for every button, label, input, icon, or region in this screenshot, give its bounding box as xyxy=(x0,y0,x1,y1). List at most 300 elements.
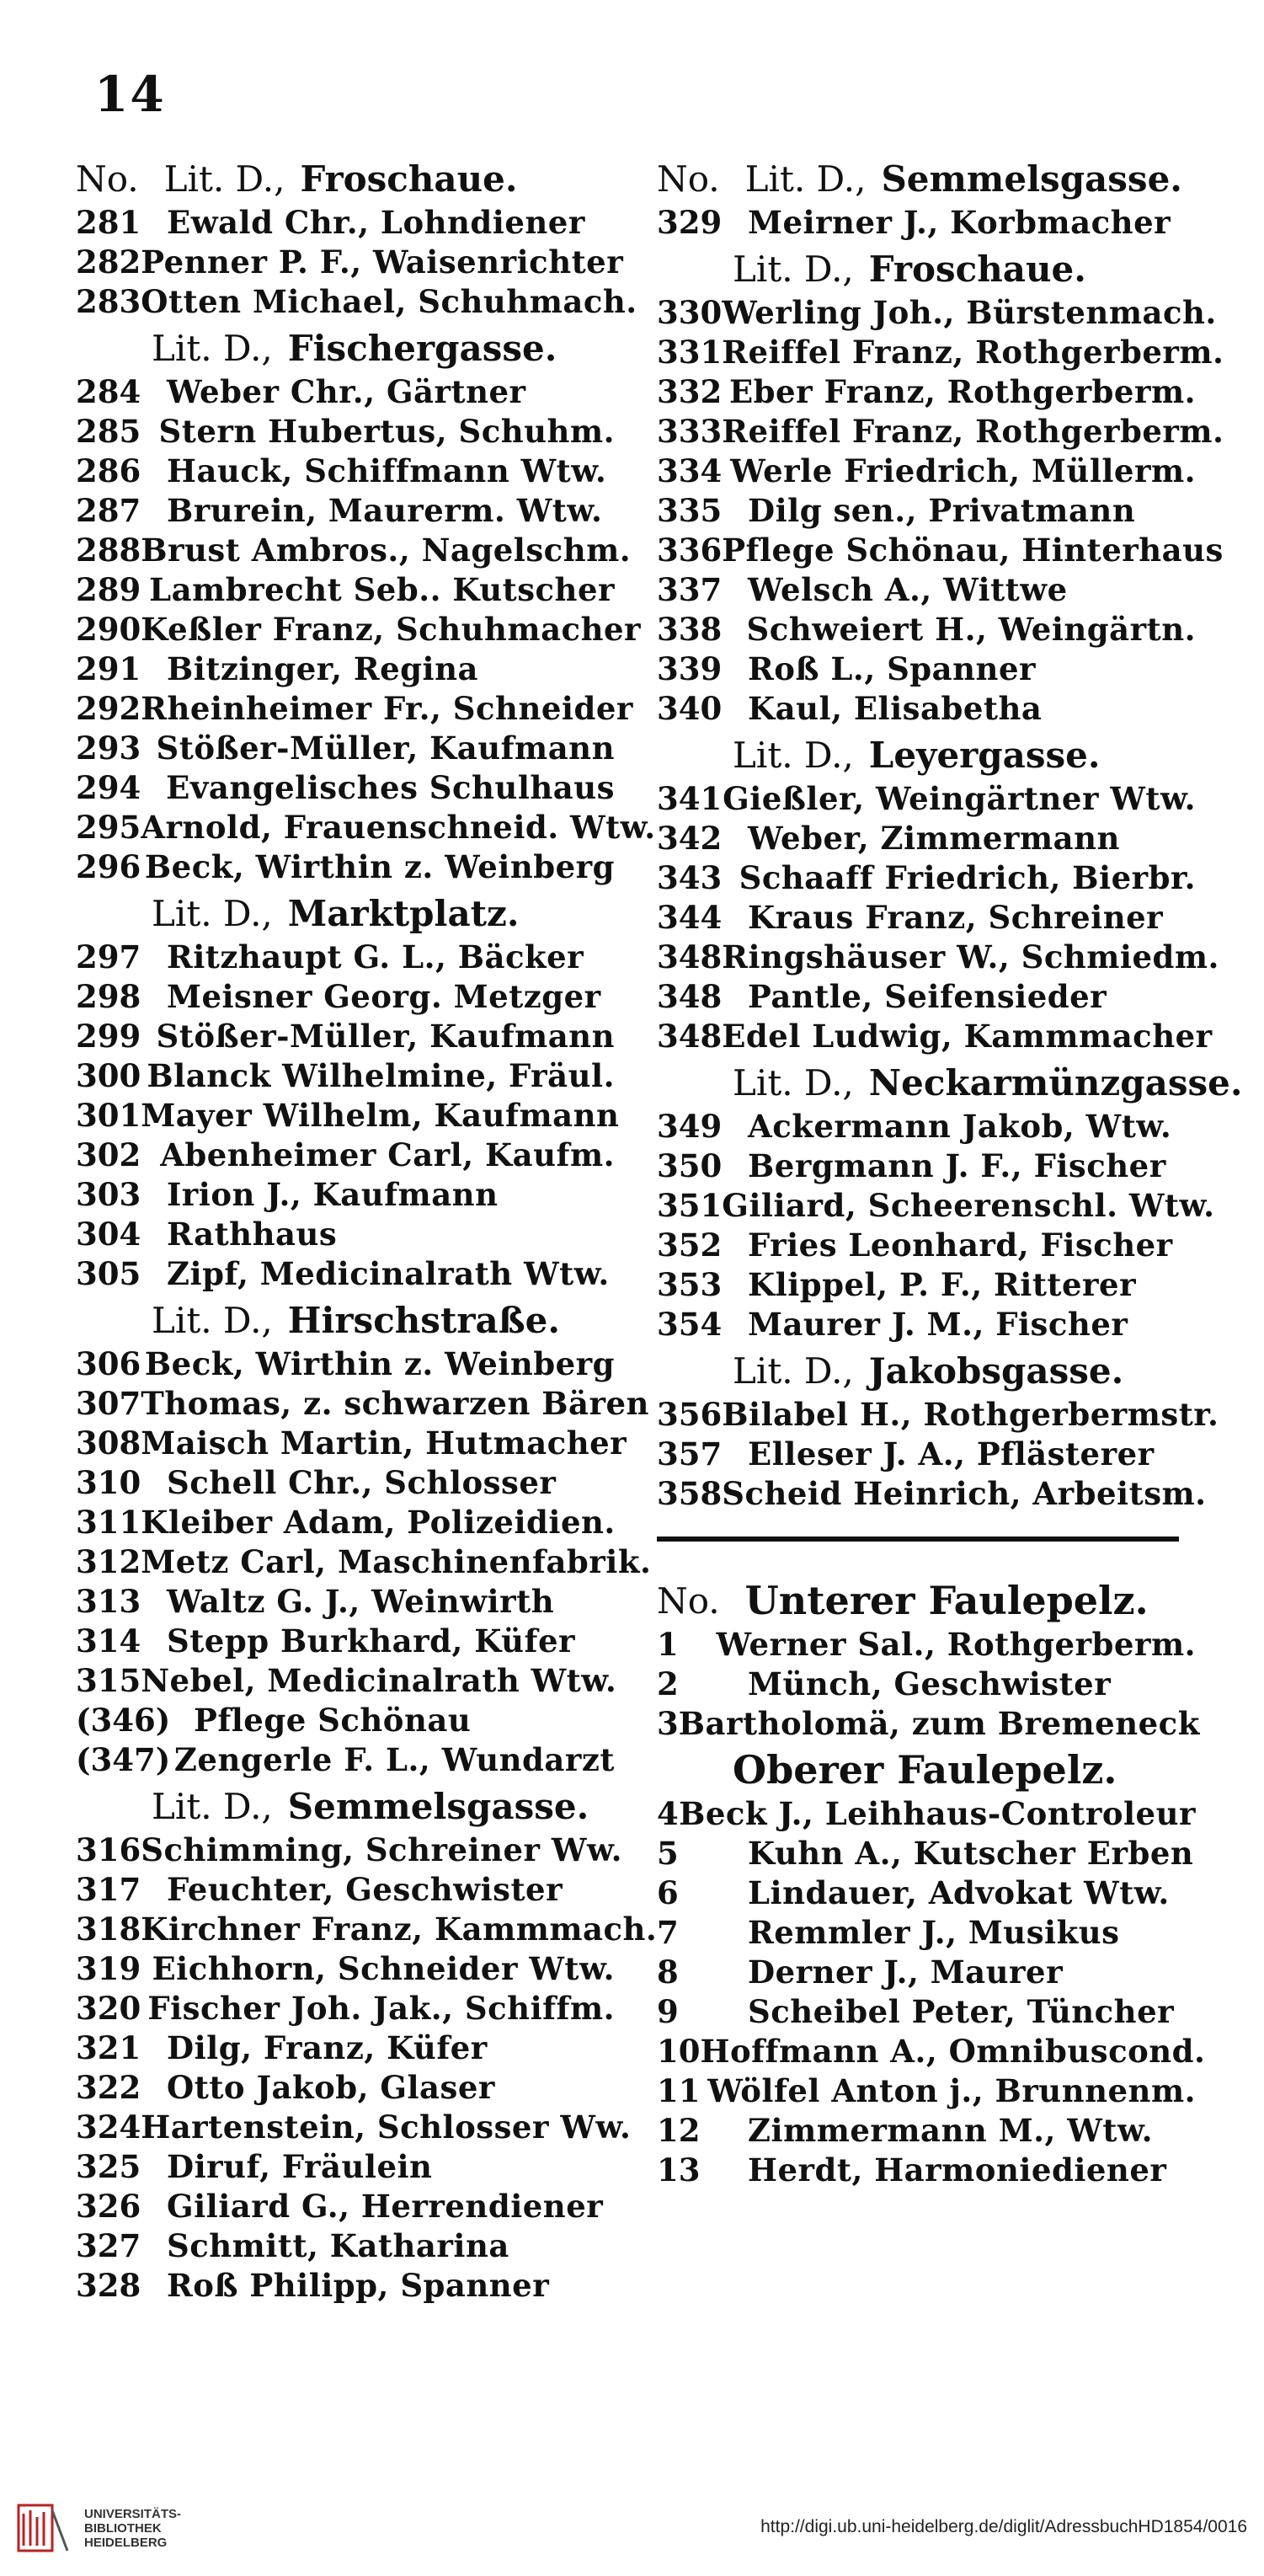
resident-entry: Gießler, Weingärtner Wtw. xyxy=(723,780,1196,817)
house-number: 319 xyxy=(76,1950,141,1987)
resident-entry: Rathhaus xyxy=(167,1216,338,1253)
house-number: 287 xyxy=(76,492,141,529)
list-item xyxy=(76,1504,615,1543)
district-letter: Lit. D., xyxy=(733,1349,854,1392)
list-item xyxy=(76,532,632,571)
house-number: 286 xyxy=(76,452,141,489)
house-number: 357 xyxy=(657,1435,723,1472)
resident-entry: Klippel, P. F., Ritterer xyxy=(748,1266,1137,1303)
list-item xyxy=(76,452,615,492)
page-number: 14 xyxy=(94,66,166,123)
resident-entry: Fries Leonhard, Fischer xyxy=(748,1227,1173,1264)
resident-entry: Maisch Martin, Hutmacher xyxy=(141,1424,627,1462)
list-item xyxy=(76,1176,615,1216)
list-item xyxy=(657,1266,1196,1306)
resident-entry: Keßler Franz, Schuhmacher xyxy=(141,611,642,648)
resident-entry: Kraus Franz, Schreiner xyxy=(748,899,1164,936)
list-item xyxy=(657,452,1196,492)
list-item xyxy=(657,899,1196,938)
resident-entry: Bilabel H., Rothgerbermstr. xyxy=(722,1396,1219,1433)
list-item xyxy=(657,820,1196,859)
list-item xyxy=(76,1950,615,1990)
list-item xyxy=(76,283,637,323)
resident-entry: Otto Jakob, Glaser xyxy=(167,2069,495,2106)
list-item xyxy=(657,1306,1196,1345)
resident-entry: Schaaff Friedrich, Bierbr. xyxy=(739,859,1196,896)
resident-entry: Schmitt, Katharina xyxy=(167,2227,509,2264)
resident-entry: Stößer-Müller, Kaufmann xyxy=(156,1018,615,1055)
list-item xyxy=(76,1911,658,1950)
resident-entry: Hartenstein, Schlosser Ww. xyxy=(141,2108,632,2146)
house-number: 5 xyxy=(657,1835,679,1872)
house-number: 348 xyxy=(657,978,723,1015)
list-item xyxy=(657,2033,1206,2072)
resident-entry: Waltz G. J., Weinwirth xyxy=(167,1583,555,1620)
list-item xyxy=(657,2072,1196,2112)
resident-entry: Evangelisches Schulhaus xyxy=(166,769,615,806)
house-number: 285 xyxy=(76,413,141,450)
street-name: Marktplatz. xyxy=(287,892,520,934)
house-number: 338 xyxy=(657,611,723,648)
house-number: 349 xyxy=(657,1108,723,1145)
house-number: 3 xyxy=(657,1705,679,1742)
list-item xyxy=(657,373,1196,413)
street-heading xyxy=(657,1057,1243,1108)
list-item xyxy=(657,859,1196,899)
resident-entry: Reiffel Franz, Rothgerberm. xyxy=(722,334,1224,371)
list-item xyxy=(76,848,615,888)
library-name xyxy=(84,2507,181,2550)
house-number: 310 xyxy=(76,1464,141,1501)
street-heading xyxy=(76,1295,615,1345)
list-item xyxy=(657,1705,1200,1745)
house-number: 321 xyxy=(76,2029,141,2066)
house-number: 353 xyxy=(657,1266,723,1303)
resident-entry: Roß L., Spanner xyxy=(748,650,1036,687)
list-item xyxy=(76,2227,615,2267)
resident-entry: Thomas, z. schwarzen Bären xyxy=(141,1385,649,1422)
list-item xyxy=(76,492,615,532)
list-item xyxy=(76,1583,615,1622)
list-item xyxy=(76,1831,622,1871)
resident-entry: Münch, Geschwister xyxy=(748,1665,1112,1702)
resident-entry: Beck J., Leihhaus-Controleur xyxy=(679,1795,1196,1832)
list-item xyxy=(76,2188,615,2227)
list-item xyxy=(657,650,1196,690)
house-number: 330 xyxy=(657,294,723,331)
house-number: 294 xyxy=(76,769,141,806)
resident-entry: Edel Ludwig, Kammmacher xyxy=(722,1018,1213,1055)
resident-entry: Beck, Wirthin z. Weinberg xyxy=(144,848,615,885)
street-name: Froschaue. xyxy=(868,248,1086,290)
resident-entry: Kleiber Adam, Polizeidien. xyxy=(141,1504,616,1541)
resident-entry: Hoffmann A., Omnibuscond. xyxy=(700,2033,1206,2070)
list-item xyxy=(76,809,656,848)
list-item xyxy=(76,938,615,978)
list-item xyxy=(76,1216,615,1255)
resident-entry: Werling Joh., Bürstenmach. xyxy=(722,294,1217,331)
street-name: Oberer Faulepelz. xyxy=(733,1747,1117,1793)
house-number: 297 xyxy=(76,938,141,975)
resident-entry: Kirchner Franz, Kammmach. xyxy=(141,1911,658,1948)
number-column-label: No. xyxy=(657,158,720,200)
house-number: 288 xyxy=(76,532,141,569)
resident-entry: Roß Philipp, Spanner xyxy=(167,2267,550,2304)
house-number: 307 xyxy=(76,1385,141,1422)
house-number: 306 xyxy=(76,1345,141,1382)
resident-entry: Welsch A., Wittwe xyxy=(748,571,1068,608)
house-number: 289 xyxy=(76,571,141,608)
street-name: Neckarmünzgasse. xyxy=(868,1061,1243,1104)
house-number: 317 xyxy=(76,1871,141,1908)
street-heading xyxy=(657,1345,1196,1396)
house-number: 314 xyxy=(76,1622,141,1659)
house-number: 320 xyxy=(76,1990,141,2027)
list-item xyxy=(76,650,615,690)
house-number: 4 xyxy=(657,1795,679,1832)
house-number: 8 xyxy=(657,1953,679,1991)
list-item xyxy=(657,611,1196,650)
street-heading xyxy=(657,153,1196,204)
list-item xyxy=(76,1018,615,1057)
house-number: 358 xyxy=(657,1475,723,1512)
house-number: 334 xyxy=(657,452,723,489)
resident-entry: Arnold, Frauenschneid. Wtw. xyxy=(141,809,656,846)
house-number: 318 xyxy=(76,1911,141,1948)
house-number: 281 xyxy=(76,204,141,241)
house-number: (347) xyxy=(76,1741,171,1778)
list-item xyxy=(76,2029,615,2069)
resident-entry: Brust Ambros., Nagelschm. xyxy=(141,532,632,569)
list-item xyxy=(76,1097,620,1136)
list-item xyxy=(76,1702,615,1741)
section-divider xyxy=(657,1537,1179,1542)
house-number: 308 xyxy=(76,1424,141,1462)
street-heading xyxy=(657,1575,1196,1626)
street-heading xyxy=(657,243,1196,294)
list-item xyxy=(76,373,615,413)
house-number: 327 xyxy=(76,2227,141,2264)
list-item xyxy=(657,780,1196,820)
resident-entry: Abenheimer Carl, Kaufm. xyxy=(160,1136,615,1173)
house-number: 326 xyxy=(76,2188,141,2225)
house-number: 311 xyxy=(76,1504,141,1541)
library-name-line-3: HEIDELBERG xyxy=(84,2536,168,2550)
list-item xyxy=(76,1662,615,1702)
list-item xyxy=(657,978,1196,1018)
resident-entry: Rheinheimer Fr., Schneider xyxy=(141,690,633,727)
list-item xyxy=(657,1396,1219,1435)
resident-entry: Zengerle F. L., Wundarzt xyxy=(173,1741,615,1778)
resident-entry: Kaul, Elisabetha xyxy=(748,690,1043,727)
resident-entry: Schweiert H., Weingärtn. xyxy=(746,611,1196,648)
resident-entry: Kuhn A., Kutscher Erben xyxy=(748,1835,1194,1872)
list-item xyxy=(76,2108,632,2148)
district-letter: Lit. D., xyxy=(733,1061,854,1104)
house-number: 325 xyxy=(76,2148,141,2185)
list-item xyxy=(657,1914,1196,1953)
source-url-link[interactable]: http://digi.ub.uni-heidelberg.de/diglit/AdressbuchHD1854/0016 xyxy=(760,2517,1247,2536)
list-item xyxy=(657,413,1224,452)
resident-entry: Feuchter, Geschwister xyxy=(167,1871,563,1908)
list-item xyxy=(76,730,615,769)
street-name: Fischergasse. xyxy=(287,327,557,369)
list-item xyxy=(76,1871,615,1911)
house-number: 303 xyxy=(76,1176,141,1213)
list-item xyxy=(76,1255,615,1295)
district-letter: Lit. D., xyxy=(152,1299,273,1341)
resident-entry: Pantle, Seifensieder xyxy=(748,978,1107,1015)
house-number: 304 xyxy=(76,1216,141,1253)
list-item xyxy=(76,611,642,650)
resident-entry: Remmler J., Musikus xyxy=(748,1914,1120,1951)
resident-entry: Ringshäuser W., Schmiedm. xyxy=(722,938,1219,975)
resident-entry: Lindauer, Advokat Wtw. xyxy=(748,1874,1170,1911)
resident-entry: Pflege Schönau, Hinterhaus xyxy=(722,532,1224,569)
resident-entry: Stern Hubertus, Schuhm. xyxy=(158,413,615,450)
list-item xyxy=(76,1385,649,1424)
street-heading xyxy=(76,323,615,373)
house-number: 336 xyxy=(657,532,723,569)
resident-entry: Dilg sen., Privatmann xyxy=(748,492,1136,529)
list-item xyxy=(76,690,633,730)
house-number: 337 xyxy=(657,571,723,608)
house-number: 12 xyxy=(657,2112,701,2149)
resident-entry: Scheibel Peter, Tüncher xyxy=(748,1993,1175,2030)
number-column-label: No. xyxy=(657,1579,720,1622)
house-number: 351 xyxy=(657,1187,723,1224)
resident-entry: Metz Carl, Maschinenfabrik. xyxy=(141,1543,652,1580)
resident-entry: Giliard G., Herrendiener xyxy=(167,2188,604,2225)
house-number: 305 xyxy=(76,1255,141,1292)
resident-entry: Brurein, Maurerm. Wtw. xyxy=(167,492,603,529)
resident-entry: Fischer Joh. Jak., Schiffm. xyxy=(147,1990,615,2027)
resident-entry: Beck, Wirthin z. Weinberg xyxy=(144,1345,615,1382)
resident-entry: Schimming, Schreiner Ww. xyxy=(141,1831,622,1868)
list-item xyxy=(76,769,615,809)
house-number: 292 xyxy=(76,690,141,727)
house-number: 348 xyxy=(657,1018,723,1055)
house-number: 295 xyxy=(76,809,141,846)
list-item xyxy=(657,690,1196,730)
resident-entry: Irion J., Kaufmann xyxy=(167,1176,499,1213)
house-number: 298 xyxy=(76,978,141,1015)
list-item xyxy=(76,1990,615,2029)
list-item xyxy=(657,1835,1196,1874)
resident-entry: Derner J., Maurer xyxy=(748,1953,1064,1991)
district-letter: Lit. D., xyxy=(733,734,854,776)
house-number: 335 xyxy=(657,492,723,529)
resident-entry: Zipf, Medicinalrath Wtw. xyxy=(167,1255,610,1292)
list-item xyxy=(657,1018,1213,1057)
house-number: 7 xyxy=(657,1914,679,1951)
house-number: 315 xyxy=(76,1662,141,1699)
street-heading xyxy=(657,1745,1196,1795)
house-number: 332 xyxy=(657,373,723,410)
resident-entry: Bartholomä, zum Bremeneck xyxy=(678,1705,1200,1742)
house-number: 300 xyxy=(76,1057,141,1094)
resident-entry: Stößer-Müller, Kaufmann xyxy=(156,730,615,767)
resident-entry: Diruf, Fräulein xyxy=(167,2148,433,2185)
house-number: (346) xyxy=(76,1702,171,1739)
street-heading xyxy=(657,730,1196,780)
resident-entry: Werle Friedrich, Müllerm. xyxy=(730,452,1196,489)
list-item xyxy=(657,2112,1196,2151)
library-name-line-2: BIBLIOTHEK xyxy=(84,2521,162,2536)
house-number: 340 xyxy=(657,690,723,727)
house-number: 348 xyxy=(657,938,723,975)
house-number: 329 xyxy=(657,204,723,241)
street-name: Jakobsgasse. xyxy=(868,1349,1124,1392)
house-number: 299 xyxy=(76,1018,141,1055)
house-number: 342 xyxy=(657,820,723,857)
house-number: 313 xyxy=(76,1583,141,1620)
library-name-line-1: UNIVERSITÄTS- xyxy=(84,2507,182,2521)
list-item xyxy=(76,1622,615,1662)
house-number: 312 xyxy=(76,1543,141,1580)
house-number: 324 xyxy=(76,2108,141,2146)
street-name: Semmelsgasse. xyxy=(287,1785,589,1827)
house-number: 301 xyxy=(76,1097,141,1134)
resident-entry: Hauck, Schiffmann Wtw. xyxy=(167,452,607,489)
list-item xyxy=(657,492,1196,532)
resident-entry: Bergmann J. F., Fischer xyxy=(748,1147,1166,1184)
street-heading xyxy=(76,1781,615,1831)
house-number: 339 xyxy=(657,650,723,687)
house-number: 296 xyxy=(76,848,141,885)
resident-entry: Elleser J. A., Pflästerer xyxy=(748,1435,1155,1472)
resident-entry: Weber Chr., Gärtner xyxy=(167,373,526,410)
resident-entry: Lambrecht Seb.. Kutscher xyxy=(149,571,615,608)
right-column xyxy=(657,153,1243,2191)
resident-entry: Reiffel Franz, Rothgerberm. xyxy=(722,413,1224,450)
resident-entry: Meirner J., Korbmacher xyxy=(748,204,1171,241)
resident-entry: Dilg, Franz, Küfer xyxy=(167,2029,488,2066)
house-number: 291 xyxy=(76,650,141,687)
resident-entry: Otten Michael, Schuhmach. xyxy=(141,283,637,320)
resident-entry: Nebel, Medicinalrath Wtw. xyxy=(141,1662,617,1699)
list-item xyxy=(657,1993,1196,2033)
resident-entry: Meisner Georg. Metzger xyxy=(167,978,601,1015)
house-number: 13 xyxy=(657,2151,701,2189)
list-item xyxy=(657,2151,1196,2191)
resident-entry: Zimmermann M., Wtw. xyxy=(748,2112,1153,2149)
list-item xyxy=(76,1464,615,1504)
house-number: 344 xyxy=(657,899,723,936)
list-item xyxy=(76,978,615,1018)
street-heading xyxy=(76,888,615,938)
house-number: 2 xyxy=(657,1665,679,1702)
house-number: 331 xyxy=(657,334,723,371)
resident-entry: Maurer J. M., Fischer xyxy=(748,1306,1128,1343)
list-item xyxy=(657,1147,1196,1187)
list-item xyxy=(657,532,1224,571)
resident-entry: Ewald Chr., Lohndiener xyxy=(167,204,585,241)
house-number: 350 xyxy=(657,1147,723,1184)
list-item xyxy=(657,938,1219,978)
house-number: 343 xyxy=(657,859,723,896)
list-item xyxy=(76,1543,652,1583)
house-number: 354 xyxy=(657,1306,723,1343)
resident-entry: Stepp Burkhard, Küfer xyxy=(167,1622,575,1659)
street-name: Semmelsgasse. xyxy=(881,158,1182,200)
list-item xyxy=(657,571,1196,611)
house-number: 293 xyxy=(76,730,141,767)
resident-entry: Giliard, Scheerenschl. Wtw. xyxy=(722,1187,1215,1224)
resident-entry: Scheid Heinrich, Arbeitsm. xyxy=(722,1475,1207,1512)
list-item xyxy=(657,1475,1207,1515)
list-item xyxy=(657,1953,1196,1993)
district-letter: Lit. D., xyxy=(152,327,273,369)
list-item xyxy=(76,204,615,243)
house-number: 290 xyxy=(76,611,141,648)
list-item xyxy=(657,1626,1196,1665)
resident-entry: Bitzinger, Regina xyxy=(167,650,478,687)
list-item xyxy=(657,1665,1196,1705)
list-item xyxy=(657,204,1196,243)
house-number: 10 xyxy=(657,2033,701,2070)
house-number: 6 xyxy=(657,1874,679,1911)
house-number: 284 xyxy=(76,373,141,410)
district-letter: Lit. D., xyxy=(733,248,854,290)
resident-entry: Mayer Wilhelm, Kaufmann xyxy=(141,1097,620,1134)
list-item xyxy=(657,1227,1196,1266)
resident-entry: Ackermann Jakob, Wtw. xyxy=(748,1108,1172,1145)
list-item xyxy=(76,243,624,283)
list-item xyxy=(76,1345,615,1385)
street-name: Leyergasse. xyxy=(868,734,1101,776)
list-item xyxy=(657,1795,1196,1835)
resident-entry: Penner P. F., Waisenrichter xyxy=(141,243,624,281)
list-item xyxy=(657,1187,1215,1227)
street-name: Unterer Faulepelz. xyxy=(744,1578,1149,1623)
footer xyxy=(0,2483,1264,2576)
house-number: 328 xyxy=(76,2267,141,2304)
resident-entry: Pflege Schönau xyxy=(194,1702,472,1739)
house-number: 1 xyxy=(657,1626,679,1663)
list-item xyxy=(76,2069,615,2108)
resident-entry: Eber Franz, Rothgerberm. xyxy=(728,373,1196,410)
list-item xyxy=(657,1108,1196,1147)
house-number: 282 xyxy=(76,243,141,281)
house-number: 316 xyxy=(76,1831,141,1868)
list-item xyxy=(657,1874,1196,1914)
house-number: 283 xyxy=(76,283,141,320)
house-number: 9 xyxy=(657,1993,679,2030)
district-letter: Lit. D., xyxy=(163,158,285,200)
house-number: 341 xyxy=(657,780,723,817)
house-number: 11 xyxy=(657,2072,701,2109)
house-number: 356 xyxy=(657,1396,723,1433)
list-item xyxy=(76,2267,615,2306)
list-item xyxy=(76,571,615,611)
resident-entry: Werner Sal., Rothgerberm. xyxy=(716,1626,1196,1663)
list-item xyxy=(657,334,1224,373)
resident-entry: Wölfel Anton j., Brunnenm. xyxy=(707,2072,1196,2109)
resident-entry: Blanck Wilhelmine, Fräul. xyxy=(147,1057,615,1094)
district-letter: Lit. D., xyxy=(152,1785,273,1827)
street-heading xyxy=(76,153,615,204)
list-item xyxy=(657,294,1217,334)
list-item xyxy=(657,1435,1196,1475)
district-letter: Lit. D., xyxy=(152,892,273,934)
street-name: Froschaue. xyxy=(300,158,518,200)
house-number: 322 xyxy=(76,2069,141,2106)
street-name: Hirschstraße. xyxy=(287,1299,560,1341)
resident-entry: Eichhorn, Schneider Wtw. xyxy=(152,1950,615,1987)
resident-entry: Schell Chr., Schlosser xyxy=(167,1464,557,1501)
university-library-logo-icon xyxy=(15,2499,74,2557)
